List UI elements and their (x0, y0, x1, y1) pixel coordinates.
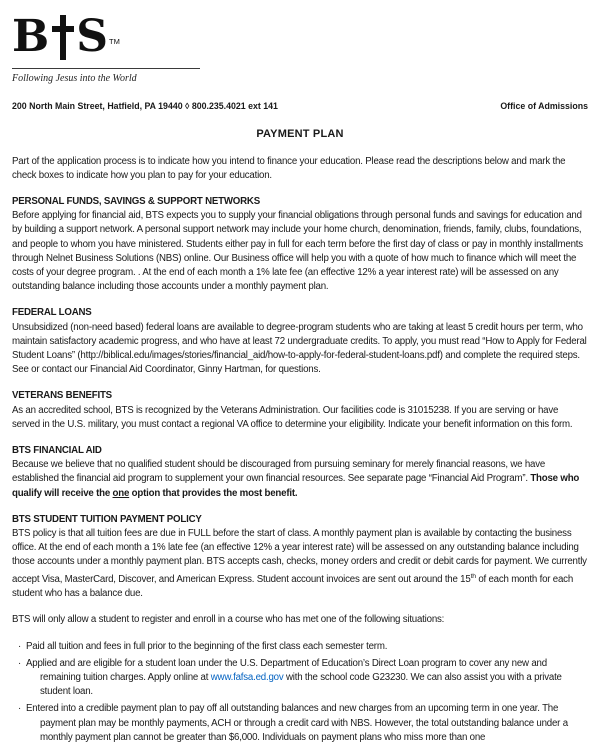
text-segment: with the school code G23230. We can also assist you with a private student loan. (40, 671, 562, 698)
logo-letter-s: S (76, 11, 109, 62)
text-segment: Unsubsidized (non-need based) federal loans are available to degree-program students who are taking at least 5 credit hours per term, who maintain satisfactory academic progress, and who have at least 72 undergraduate credits. To apply, you must read “How to Apply for Federal Student Loans” (http://biblical.edu/images/stories/financial_aid/how-to-apply-for-federal-student-loans.pdf) and complete the required steps. See or contact our Financial Aid Coordinator, Ginny Hartman, for questions. (12, 321, 587, 376)
bts-logo (12, 11, 588, 86)
section-heading-tuition-payment-policy: BTS STUDENT TUITION PAYMENT POLICY (12, 513, 202, 525)
bullet-marker: · (18, 703, 22, 715)
text-segment: Because we believe that no qualified student should be discouraged from pursuing seminary for merely financial reasons, we have established the financial aid program to supplement your own financial resources. See separate page “Financial Aid Program”. (12, 459, 546, 485)
section-veterans-benefits (12, 389, 588, 432)
text-segment: Entered into a credible payment plan to pay off all outstanding balances and new charges from an upcoming term in one year. The payment plan may be monthly payments, ACH or through a credit card with NBS. However, the total outstanding balance under a monthly payment plan cannot be greater than $6,000. Individuals on payment plans who miss more than one (26, 703, 568, 743)
logo-tagline: Following Jesus into the World (12, 68, 200, 86)
section-personal-funds (12, 195, 588, 294)
text-segment: As an accredited school, BTS is recognized by the Veterans Administration. Our facilities code is 31015238. If you are serving or have served in the U.S. military, you must contact a regional VA office to determine your eligibility. Indicate your benefit information on this form. (12, 404, 573, 430)
text-segment: of each month for each student who has a balance due. (12, 573, 574, 600)
page-title: PAYMENT PLAN (256, 128, 344, 141)
text-segment: option that provides the most benefit. (129, 487, 298, 499)
bts-logo-letters (12, 11, 588, 65)
list-item-payment-plan (12, 702, 588, 745)
text-segment: Those who qualify will receive the (12, 473, 580, 499)
intro-paragraph (12, 155, 588, 183)
enrollment-conditions-intro (12, 613, 588, 627)
text-segment: BTS will only allow a student to register and enroll in a course who has met one of the following situations: (12, 614, 445, 626)
text-segment: Part of the application process is to indicate how you intend to finance your education. Please read the descriptions below and mark the check boxes to indicate how you plan to pay for your education. (12, 155, 566, 181)
section-heading-federal-loans: FEDERAL LOANS (12, 307, 92, 319)
section-tuition-payment-policy (12, 513, 588, 601)
bullet-marker: · (18, 640, 22, 652)
section-federal-loans (12, 306, 588, 377)
situations-list (12, 640, 588, 745)
logo-letter-b: B (12, 11, 51, 62)
section-financial-aid (12, 444, 588, 501)
section-body-personal-funds (12, 209, 588, 294)
cross-icon (52, 14, 74, 62)
text-segment: th (470, 572, 476, 580)
text-segment: one (112, 487, 130, 499)
trademark-mark: TM (108, 37, 120, 46)
list-item-paid-in-full (12, 640, 588, 654)
section-body-veterans-benefits (12, 404, 588, 432)
list-item-student-loan (12, 657, 588, 700)
list-item-text (26, 658, 562, 697)
list-item-text (26, 641, 387, 652)
list-item-text (26, 703, 568, 742)
address-line: 200 North Main Street, Hatfield, PA 19440 ◊ 800.235.4021 ext 141 (12, 101, 278, 112)
office-of-admissions-label: Office of Admissions (500, 101, 588, 112)
section-body-federal-loans (12, 321, 588, 378)
bullet-marker: · (18, 657, 22, 669)
text-segment: Applied and are eligible for a student loan under the U.S. Department of Education’s Direct Loan program to cover any new and remaining tuition charges. Apply online at (26, 657, 547, 683)
section-heading-veterans-benefits: VETERANS BENEFITS (12, 390, 112, 402)
text-segment: Before applying for financial aid, BTS expects you to supply your financial obligations through personal funds and savings for education and by building a support network. A personal support network may include your home church, denomination, friends, family, clubs, foundations, and people to whom you have ministered. Students either pay in full for each term before the first day of class or pay in monthly installments through Nelnet Business Solutions (NBS) online. Our Business office will help you with a quote of how much to finance which will meet the costs of your degree program. . At the end of each month a 1% late fee (an effective 12% a year interest rate) will be assessed on any outstanding balance including those accounts under a monthly payment plan. (12, 210, 583, 293)
text-segment: Paid all tuition and fees in full prior to the beginning of the first class each semester term. (26, 640, 388, 652)
section-heading-personal-funds: PERSONAL FUNDS, SAVINGS & SUPPORT NETWORKS (12, 196, 260, 208)
header-row (12, 99, 588, 113)
section-body-tuition-payment-policy (12, 527, 588, 601)
section-body-financial-aid (12, 458, 588, 501)
section-heading-financial-aid: BTS FINANCIAL AID (12, 445, 102, 457)
text-segment: BTS policy is that all tuition fees are due in FULL before the start of class. A monthly payment plan is available by contacting the business office. At the end of each month a 1% late fee (an effective 12% a year interest rate) will be assessed on any outstanding balance including those accounts under a monthly payment plan. BTS accepts cash, checks, money orders and credit or debit cards for payment. We currently accept Visa, MasterCard, Discover, and American Express. Student account invoices are sent out around the 15 (12, 528, 587, 585)
fafsa-link[interactable]: www.fafsa.ed.gov (210, 671, 284, 683)
